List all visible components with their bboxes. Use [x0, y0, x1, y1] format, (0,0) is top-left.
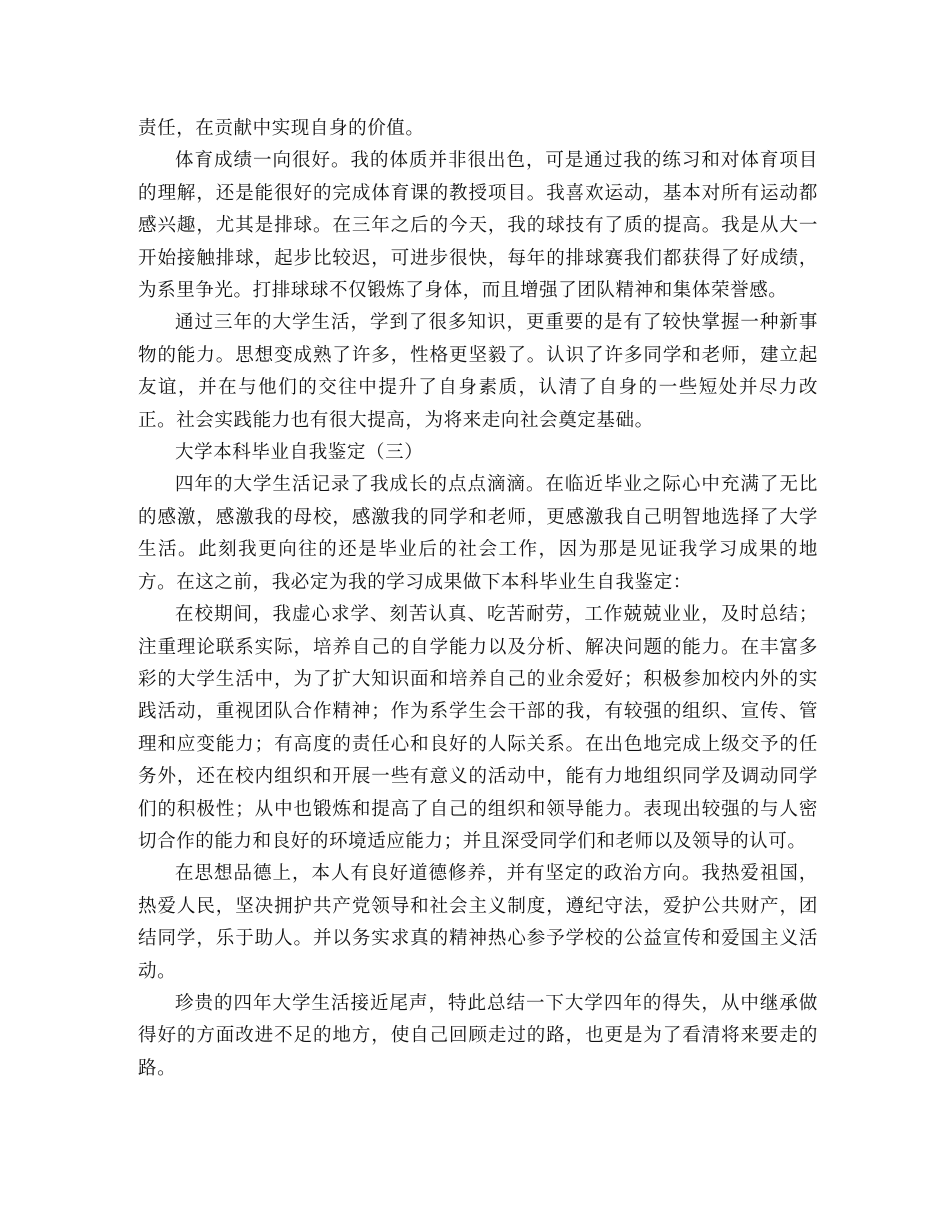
paragraph-sports: 体育成绩一向很好。我的体质并非很出色，可是通过我的练习和对体育项目的理解，还是能很好的完成体育课的教授项目。我喜欢运动，基本对所有运动都感兴趣，尤其是排球。在三年之后的今天，我的球技有了质的提高。我是从大一开始接触排球，起步比较迟，可进步很快，每年的排球赛我们都获得了好成绩，为系里争光。打排球球不仅锻炼了身体，而且增强了团队精神和集体荣誉感。	[138, 150, 818, 302]
paragraph-three-years: 通过三年的大学生活，学到了很多知识，更重要的是有了较快掌握一种新事物的能力。思想变成熟了许多，性格更坚毅了。认识了许多同学和老师，建立起友谊，并在与他们的交往中提升了自身素质，认清了自身的一些短处并尽力改正。社会实践能力也有很大提高，为将来走向社会奠定基础。	[138, 312, 818, 431]
paragraph-morality: 在思想品德上，本人有良好道德修养，并有坚定的政治方向。我热爱祖国，热爱人民，坚决拥护共产党领导和社会主义制度，遵纪守法，爱护公共财产，团结同学，乐于助人。并以务实求真的精神热心参予学校的公益宣传和爱国主义活动。	[138, 863, 818, 982]
paragraph-at-school: 在校期间，我虚心求学、刻苦认真、吃苦耐劳，工作兢兢业业，及时总结；注重理论联系实际，培养自己的自学能力以及分析、解决问题的能力。在丰富多彩的大学生活中，为了扩大知识面和培养自己的业余爱好；积极参加校内外的实践活动，重视团队合作精神；作为系学生会干部的我，有较强的组织、宣传、管理和应变能力；有高度的责任心和良好的人际关系。在出色地完成上级交予的任务外，还在校内组织和开展一些有意义的活动中，能有力地组织同学及调动同学们的积极性；从中也锻炼和提高了自己的组织和领导能力。表现出较强的与人密切合作的能力和良好的环境适应能力；并且深受同学们和老师以及领导的认可。	[138, 604, 818, 852]
paragraph-four-years: 四年的大学生活记录了我成长的点点滴滴。在临近毕业之际心中充满了无比的感激，感激我的母校，感激我的同学和老师，更感激我自己明智地选择了大学生活。此刻我更向往的还是毕业后的社会工作，因为那是见证我学习成果的地方。在这之前，我必定为我的学习成果做下本科毕业生自我鉴定：	[138, 474, 818, 593]
paragraph-summary: 珍贵的四年大学生活接近尾声，特此总结一下大学四年的得失，从中继承做得好的方面改进不足的地方，使自己回顾走过的路，也更是为了看清将来要走的路。	[138, 992, 818, 1079]
paragraph-continuation: 责任，在贡献中实现自身的价值。	[138, 118, 425, 139]
section-heading: 大学本科毕业自我鉴定（三）	[175, 442, 424, 464]
document-body	[138, 113, 818, 1085]
